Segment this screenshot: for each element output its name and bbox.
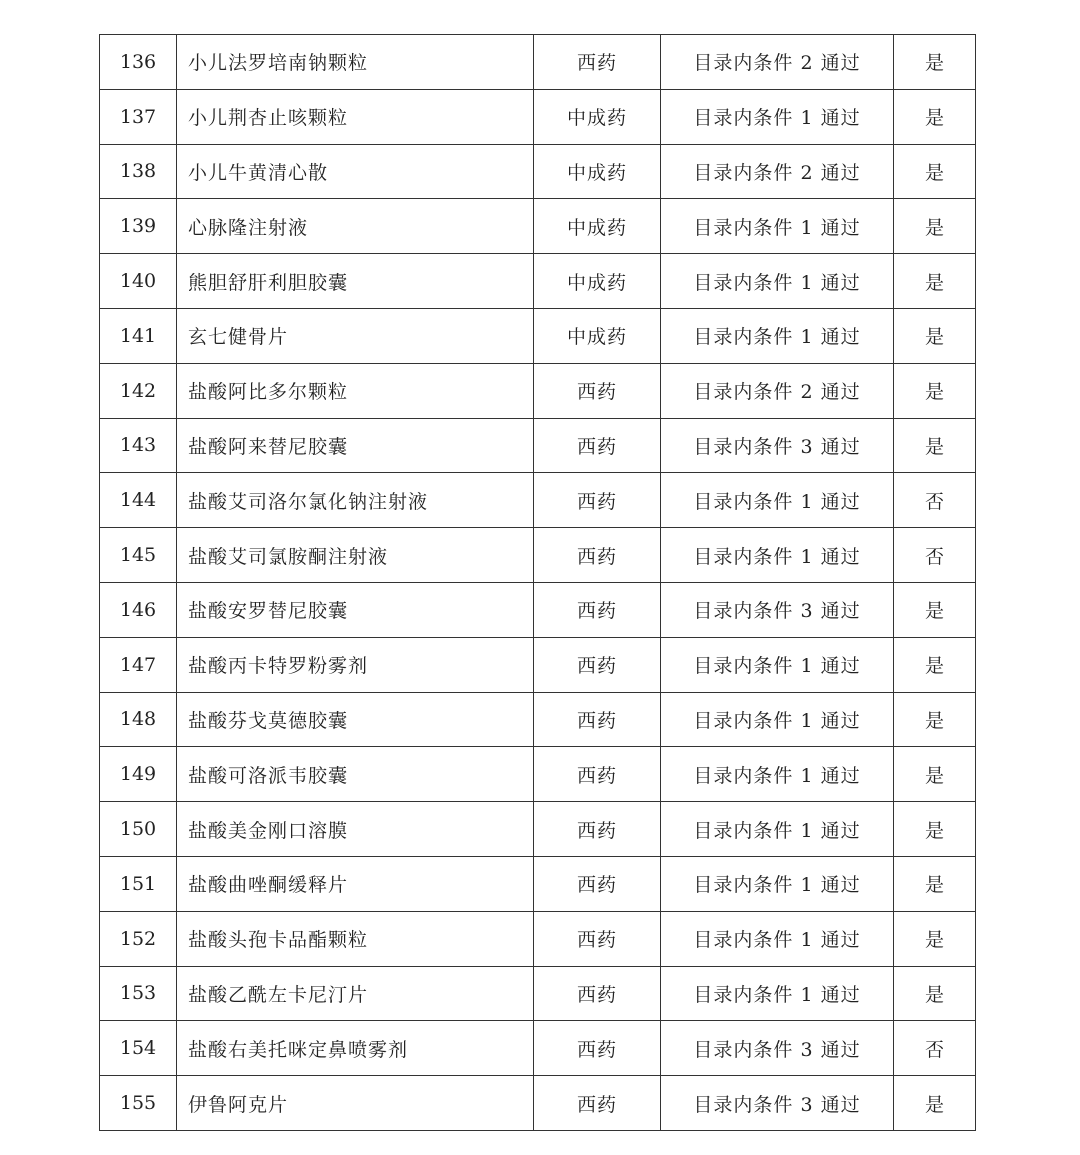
review-condition: 目录内条件 1 通过 bbox=[661, 637, 894, 692]
drug-name: 盐酸美金刚口溶膜 bbox=[177, 802, 534, 857]
yes-no-flag: 是 bbox=[894, 254, 976, 309]
review-condition: 目录内条件 1 通过 bbox=[661, 802, 894, 857]
yes-no-flag: 是 bbox=[894, 1076, 976, 1131]
review-condition: 目录内条件 3 通过 bbox=[661, 582, 894, 637]
yes-no-flag: 否 bbox=[894, 528, 976, 583]
review-condition: 目录内条件 1 通过 bbox=[661, 528, 894, 583]
review-condition: 目录内条件 2 通过 bbox=[661, 363, 894, 418]
drug-type: 西药 bbox=[534, 1076, 661, 1131]
drug-name: 伊鲁阿克片 bbox=[177, 1076, 534, 1131]
drug-name: 小儿荆杏止咳颗粒 bbox=[177, 89, 534, 144]
drug-name: 熊胆舒肝利胆胶囊 bbox=[177, 254, 534, 309]
drug-name: 盐酸安罗替尼胶囊 bbox=[177, 582, 534, 637]
row-number: 152 bbox=[100, 911, 177, 966]
review-condition: 目录内条件 3 通过 bbox=[661, 418, 894, 473]
drug-type: 中成药 bbox=[534, 199, 661, 254]
table-row bbox=[100, 911, 976, 966]
row-number: 151 bbox=[100, 856, 177, 911]
drug-type: 西药 bbox=[534, 747, 661, 802]
drug-type: 西药 bbox=[534, 692, 661, 747]
drug-list-table bbox=[99, 34, 976, 1131]
drug-type: 西药 bbox=[534, 35, 661, 90]
row-number: 139 bbox=[100, 199, 177, 254]
yes-no-flag: 是 bbox=[894, 966, 976, 1021]
drug-type: 西药 bbox=[534, 911, 661, 966]
yes-no-flag: 是 bbox=[894, 35, 976, 90]
drug-name: 盐酸阿比多尔颗粒 bbox=[177, 363, 534, 418]
table-row bbox=[100, 254, 976, 309]
drug-name: 盐酸艾司洛尔氯化钠注射液 bbox=[177, 473, 534, 528]
drug-type: 中成药 bbox=[534, 144, 661, 199]
drug-type: 西药 bbox=[534, 418, 661, 473]
drug-type: 西药 bbox=[534, 528, 661, 583]
yes-no-flag: 否 bbox=[894, 1021, 976, 1076]
row-number: 155 bbox=[100, 1076, 177, 1131]
table-row bbox=[100, 308, 976, 363]
review-condition: 目录内条件 2 通过 bbox=[661, 35, 894, 90]
drug-name: 盐酸芬戈莫德胶囊 bbox=[177, 692, 534, 747]
yes-no-flag: 否 bbox=[894, 473, 976, 528]
drug-type: 西药 bbox=[534, 473, 661, 528]
drug-type: 西药 bbox=[534, 363, 661, 418]
table-row bbox=[100, 1021, 976, 1076]
table-row bbox=[100, 473, 976, 528]
table-row bbox=[100, 692, 976, 747]
drug-name: 盐酸头孢卡品酯颗粒 bbox=[177, 911, 534, 966]
row-number: 147 bbox=[100, 637, 177, 692]
row-number: 136 bbox=[100, 35, 177, 90]
table-row bbox=[100, 418, 976, 473]
review-condition: 目录内条件 2 通过 bbox=[661, 144, 894, 199]
drug-name: 小儿牛黄清心散 bbox=[177, 144, 534, 199]
drug-name: 玄七健骨片 bbox=[177, 308, 534, 363]
table-row bbox=[100, 528, 976, 583]
yes-no-flag: 是 bbox=[894, 418, 976, 473]
row-number: 148 bbox=[100, 692, 177, 747]
review-condition: 目录内条件 1 通过 bbox=[661, 747, 894, 802]
review-condition: 目录内条件 1 通过 bbox=[661, 856, 894, 911]
review-condition: 目录内条件 1 通过 bbox=[661, 254, 894, 309]
table-row bbox=[100, 637, 976, 692]
review-condition: 目录内条件 1 通过 bbox=[661, 911, 894, 966]
review-condition: 目录内条件 1 通过 bbox=[661, 199, 894, 254]
drug-name: 盐酸曲唑酮缓释片 bbox=[177, 856, 534, 911]
drug-name: 盐酸艾司氯胺酮注射液 bbox=[177, 528, 534, 583]
drug-name: 盐酸阿来替尼胶囊 bbox=[177, 418, 534, 473]
yes-no-flag: 是 bbox=[894, 692, 976, 747]
row-number: 153 bbox=[100, 966, 177, 1021]
drug-name: 心脉隆注射液 bbox=[177, 199, 534, 254]
drug-name: 盐酸丙卡特罗粉雾剂 bbox=[177, 637, 534, 692]
yes-no-flag: 是 bbox=[894, 89, 976, 144]
review-condition: 目录内条件 1 通过 bbox=[661, 89, 894, 144]
review-condition: 目录内条件 3 通过 bbox=[661, 1076, 894, 1131]
drug-name: 盐酸乙酰左卡尼汀片 bbox=[177, 966, 534, 1021]
row-number: 150 bbox=[100, 802, 177, 857]
yes-no-flag: 是 bbox=[894, 144, 976, 199]
drug-name: 小儿法罗培南钠颗粒 bbox=[177, 35, 534, 90]
drug-type: 西药 bbox=[534, 856, 661, 911]
yes-no-flag: 是 bbox=[894, 363, 976, 418]
row-number: 154 bbox=[100, 1021, 177, 1076]
yes-no-flag: 是 bbox=[894, 747, 976, 802]
review-condition: 目录内条件 3 通过 bbox=[661, 1021, 894, 1076]
row-number: 140 bbox=[100, 254, 177, 309]
drug-type: 西药 bbox=[534, 802, 661, 857]
drug-type: 西药 bbox=[534, 582, 661, 637]
table-row bbox=[100, 363, 976, 418]
table-row bbox=[100, 582, 976, 637]
drug-name: 盐酸可洛派韦胶囊 bbox=[177, 747, 534, 802]
yes-no-flag: 是 bbox=[894, 199, 976, 254]
yes-no-flag: 是 bbox=[894, 582, 976, 637]
row-number: 141 bbox=[100, 308, 177, 363]
table-row bbox=[100, 35, 976, 90]
table-row bbox=[100, 89, 976, 144]
row-number: 149 bbox=[100, 747, 177, 802]
drug-name: 盐酸右美托咪定鼻喷雾剂 bbox=[177, 1021, 534, 1076]
table-row bbox=[100, 856, 976, 911]
yes-no-flag: 是 bbox=[894, 637, 976, 692]
table-row bbox=[100, 966, 976, 1021]
drug-type: 中成药 bbox=[534, 254, 661, 309]
row-number: 145 bbox=[100, 528, 177, 583]
row-number: 138 bbox=[100, 144, 177, 199]
drug-type: 中成药 bbox=[534, 89, 661, 144]
row-number: 137 bbox=[100, 89, 177, 144]
yes-no-flag: 是 bbox=[894, 308, 976, 363]
review-condition: 目录内条件 1 通过 bbox=[661, 308, 894, 363]
table-row bbox=[100, 144, 976, 199]
drug-type: 西药 bbox=[534, 1021, 661, 1076]
table-row bbox=[100, 802, 976, 857]
yes-no-flag: 是 bbox=[894, 911, 976, 966]
review-condition: 目录内条件 1 通过 bbox=[661, 473, 894, 528]
row-number: 144 bbox=[100, 473, 177, 528]
row-number: 142 bbox=[100, 363, 177, 418]
row-number: 143 bbox=[100, 418, 177, 473]
yes-no-flag: 是 bbox=[894, 802, 976, 857]
drug-type: 西药 bbox=[534, 637, 661, 692]
table-body bbox=[100, 35, 976, 1131]
yes-no-flag: 是 bbox=[894, 856, 976, 911]
drug-type: 西药 bbox=[534, 966, 661, 1021]
row-number: 146 bbox=[100, 582, 177, 637]
table-row bbox=[100, 747, 976, 802]
review-condition: 目录内条件 1 通过 bbox=[661, 966, 894, 1021]
drug-type: 中成药 bbox=[534, 308, 661, 363]
review-condition: 目录内条件 1 通过 bbox=[661, 692, 894, 747]
table-row bbox=[100, 199, 976, 254]
table-row bbox=[100, 1076, 976, 1131]
